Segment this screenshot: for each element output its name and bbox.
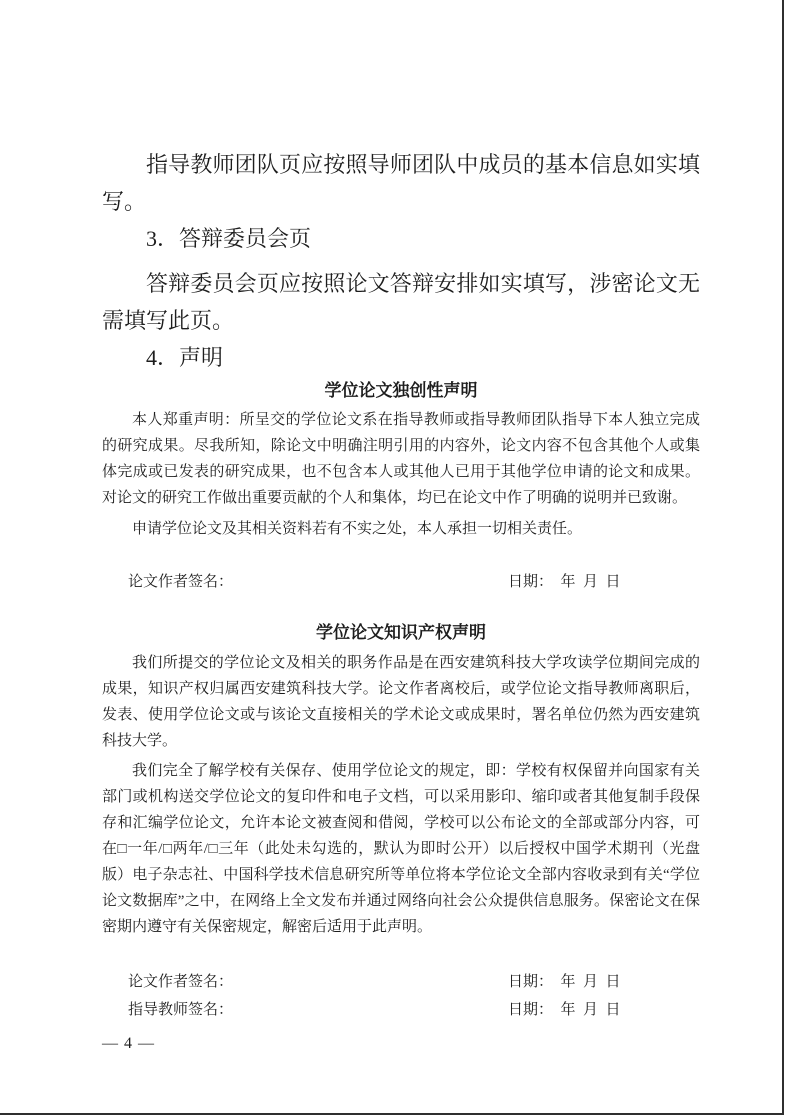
- heading-declaration: 4．声明: [146, 345, 224, 370]
- page-content: [102, 0, 700, 1056]
- originality-signature-row: [102, 569, 700, 595]
- page-number: — 4 —: [102, 1035, 155, 1052]
- ip-advisor-signature-row: [102, 997, 700, 1023]
- scan-edge-bottom-line: [0, 1113, 784, 1115]
- ip-declaration-usage-terms: 我们完全了解学校有关保存、使用学位论文的规定，即：学校有权保留并向国家有关部门或机构送交学位论文的复印件和电子文档，可以采用影印、缩印或者其他复制手段保存和汇编学位论文，允许本论文被查阅和借阅，学校可以公布论文的全部或部分内容，可在□一年/□两年/□三年（此处未勾选的，默认为即时公开）以后授权中国学术期刊（光盘版）电子杂志社、中国科学技术信息研究所等单位将本学位论文全部内容收录到有关“学位论文数据库”之中，在网络上全文发布并通过网络向社会公众提供信息服务。保密论文在保密期内遵守有关保密规定，解密后适用于此声明。: [102, 763, 700, 935]
- signature-date-label: 日期： 年 月 日: [508, 574, 621, 590]
- advisor-signature-label: 指导教师签名：: [128, 1002, 234, 1018]
- paragraph-defense-committee: 答辩委员会页应按照论文答辩安排如实填写，涉密论文无需填写此页。: [102, 271, 700, 333]
- originality-declaration-liability: 申请学位论文及其相关资料若有不实之处，本人承担一切相关责任。: [132, 521, 583, 537]
- signature-date-label: 日期： 年 月 日: [508, 1002, 621, 1018]
- ip-declaration-section: [102, 620, 700, 1023]
- scan-edge-right-line: [782, 0, 784, 1114]
- author-signature-label: 论文作者签名：: [128, 574, 234, 590]
- ip-author-signature-row: [102, 969, 700, 995]
- instructions-section: [102, 0, 700, 376]
- originality-declaration-body: 本人郑重声明：所呈交的学位论文系在指导教师或指导教师团队指导下本人独立完成的研究成果。尽我所知，除论文中明确注明引用的内容外，论文内容不包含其他个人或集体完成或已发表的研究成果，也不包含本人或其他人已用于其他学位申请的论文和成果。对论文的研究工作做出重要贡献的个人和集体，均已在论文中作了明确的说明并已致谢。: [102, 412, 700, 506]
- ip-declaration-title: 学位论文知识产权声明: [316, 623, 486, 642]
- author-signature-label: 论文作者签名：: [128, 974, 234, 990]
- ip-declaration-ownership: 我们所提交的学位论文及相关的职务作品是在西安建筑科技大学攻读学位期间完成的成果，知识产权归属西安建筑科技大学。论文作者离校后，或学位论文指导教师离职后，发表、使用学位论文或与该论文直接相关的学术论文或成果时，署名单位仍然为西安建筑科技大学。: [102, 655, 700, 749]
- signature-date-label: 日期： 年 月 日: [508, 974, 621, 990]
- paragraph-advisor-team: 指导教师团队页应按照导师团队中成员的基本信息如实填写。: [102, 152, 700, 214]
- originality-declaration-title: 学位论文独创性声明: [324, 381, 478, 400]
- originality-declaration-section: [102, 378, 700, 595]
- heading-defense-committee: 3．答辩委员会页: [146, 226, 312, 251]
